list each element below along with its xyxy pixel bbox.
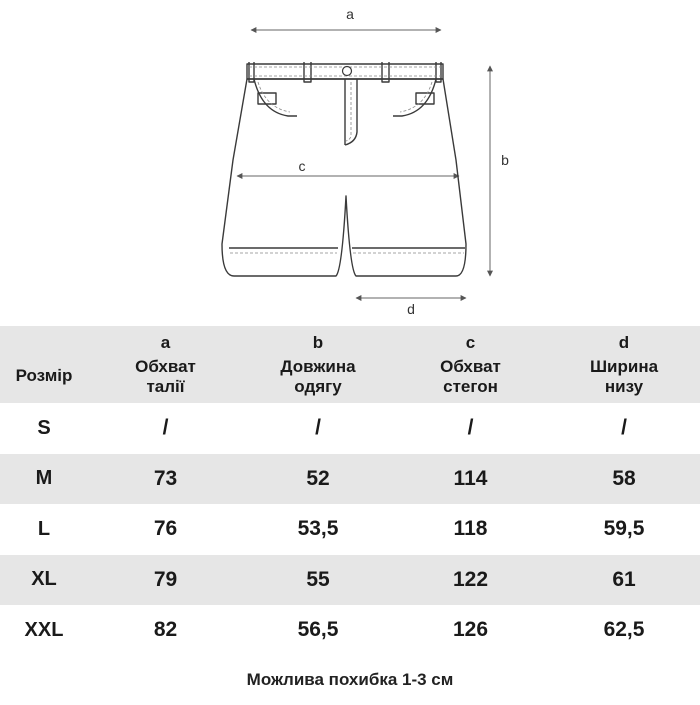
- cell-b: /: [315, 416, 321, 440]
- header-col-c: [393, 333, 548, 397]
- header-name-line1: Довжина: [280, 356, 356, 376]
- size-table: [0, 326, 700, 656]
- dimension-label-c: c: [298, 158, 306, 174]
- cell-c: 122: [452, 567, 489, 591]
- tolerance-note: Можлива похибка 1-3 см: [246, 670, 454, 689]
- cell-d: 62,5: [603, 618, 645, 642]
- header-col-d: [548, 333, 700, 397]
- stitching: [230, 67, 464, 253]
- cell-size: XL: [31, 568, 57, 591]
- shorts-measurement-diagram: [0, 0, 700, 325]
- cell-b: 55: [306, 567, 330, 591]
- cell-a: 76: [153, 517, 178, 541]
- cell-b: 53,5: [297, 517, 339, 541]
- shorts-drawing: [0, 0, 700, 325]
- header-size: Розмір: [15, 365, 73, 385]
- header-name-line1: Обхват: [135, 356, 196, 376]
- table-row: [0, 605, 700, 656]
- header-name-line2: одягу: [294, 376, 342, 396]
- header-name-line2: низу: [604, 376, 644, 396]
- table-row: [0, 504, 700, 555]
- cell-size: S: [37, 416, 51, 439]
- cell-size: L: [37, 517, 51, 540]
- cell-a: 73: [153, 466, 178, 490]
- dimension-label-a: a: [346, 6, 354, 22]
- cell-a: 79: [153, 567, 178, 591]
- cell-d: /: [621, 416, 627, 440]
- cell-d: 61: [612, 567, 636, 591]
- cell-c: /: [467, 416, 474, 440]
- dimension-label-b: b: [501, 152, 509, 168]
- cell-a: 82: [153, 618, 178, 642]
- table-row: [0, 454, 700, 505]
- header-col-a: [88, 333, 243, 397]
- cell-a: /: [162, 416, 169, 440]
- dimension-label-d: d: [407, 301, 415, 317]
- header-letter: b: [312, 332, 324, 352]
- cell-c: 118: [453, 517, 488, 541]
- header-col-b: [243, 333, 393, 397]
- cell-c: 126: [452, 618, 489, 642]
- header-letter: a: [160, 332, 171, 352]
- header-name-line1: Обхват: [440, 356, 501, 376]
- cell-size: XXL: [24, 618, 64, 641]
- header-name-line2: талії: [146, 376, 185, 396]
- cell-size: M: [35, 467, 53, 490]
- cell-d: 59,5: [603, 517, 645, 541]
- header-letter: d: [618, 332, 630, 352]
- table-row: [0, 555, 700, 606]
- cell-b: 56,5: [297, 618, 339, 642]
- cell-b: 52: [306, 466, 330, 490]
- cell-c: 114: [453, 466, 488, 490]
- button-icon: [343, 67, 352, 76]
- header-name-line1: Ширина: [589, 356, 659, 376]
- header-letter: c: [465, 332, 476, 352]
- cell-d: 58: [612, 466, 636, 490]
- shorts-outline: [222, 62, 466, 276]
- table-header-row: [0, 326, 700, 403]
- header-name-line2: стегон: [443, 376, 498, 396]
- table-row: [0, 403, 700, 454]
